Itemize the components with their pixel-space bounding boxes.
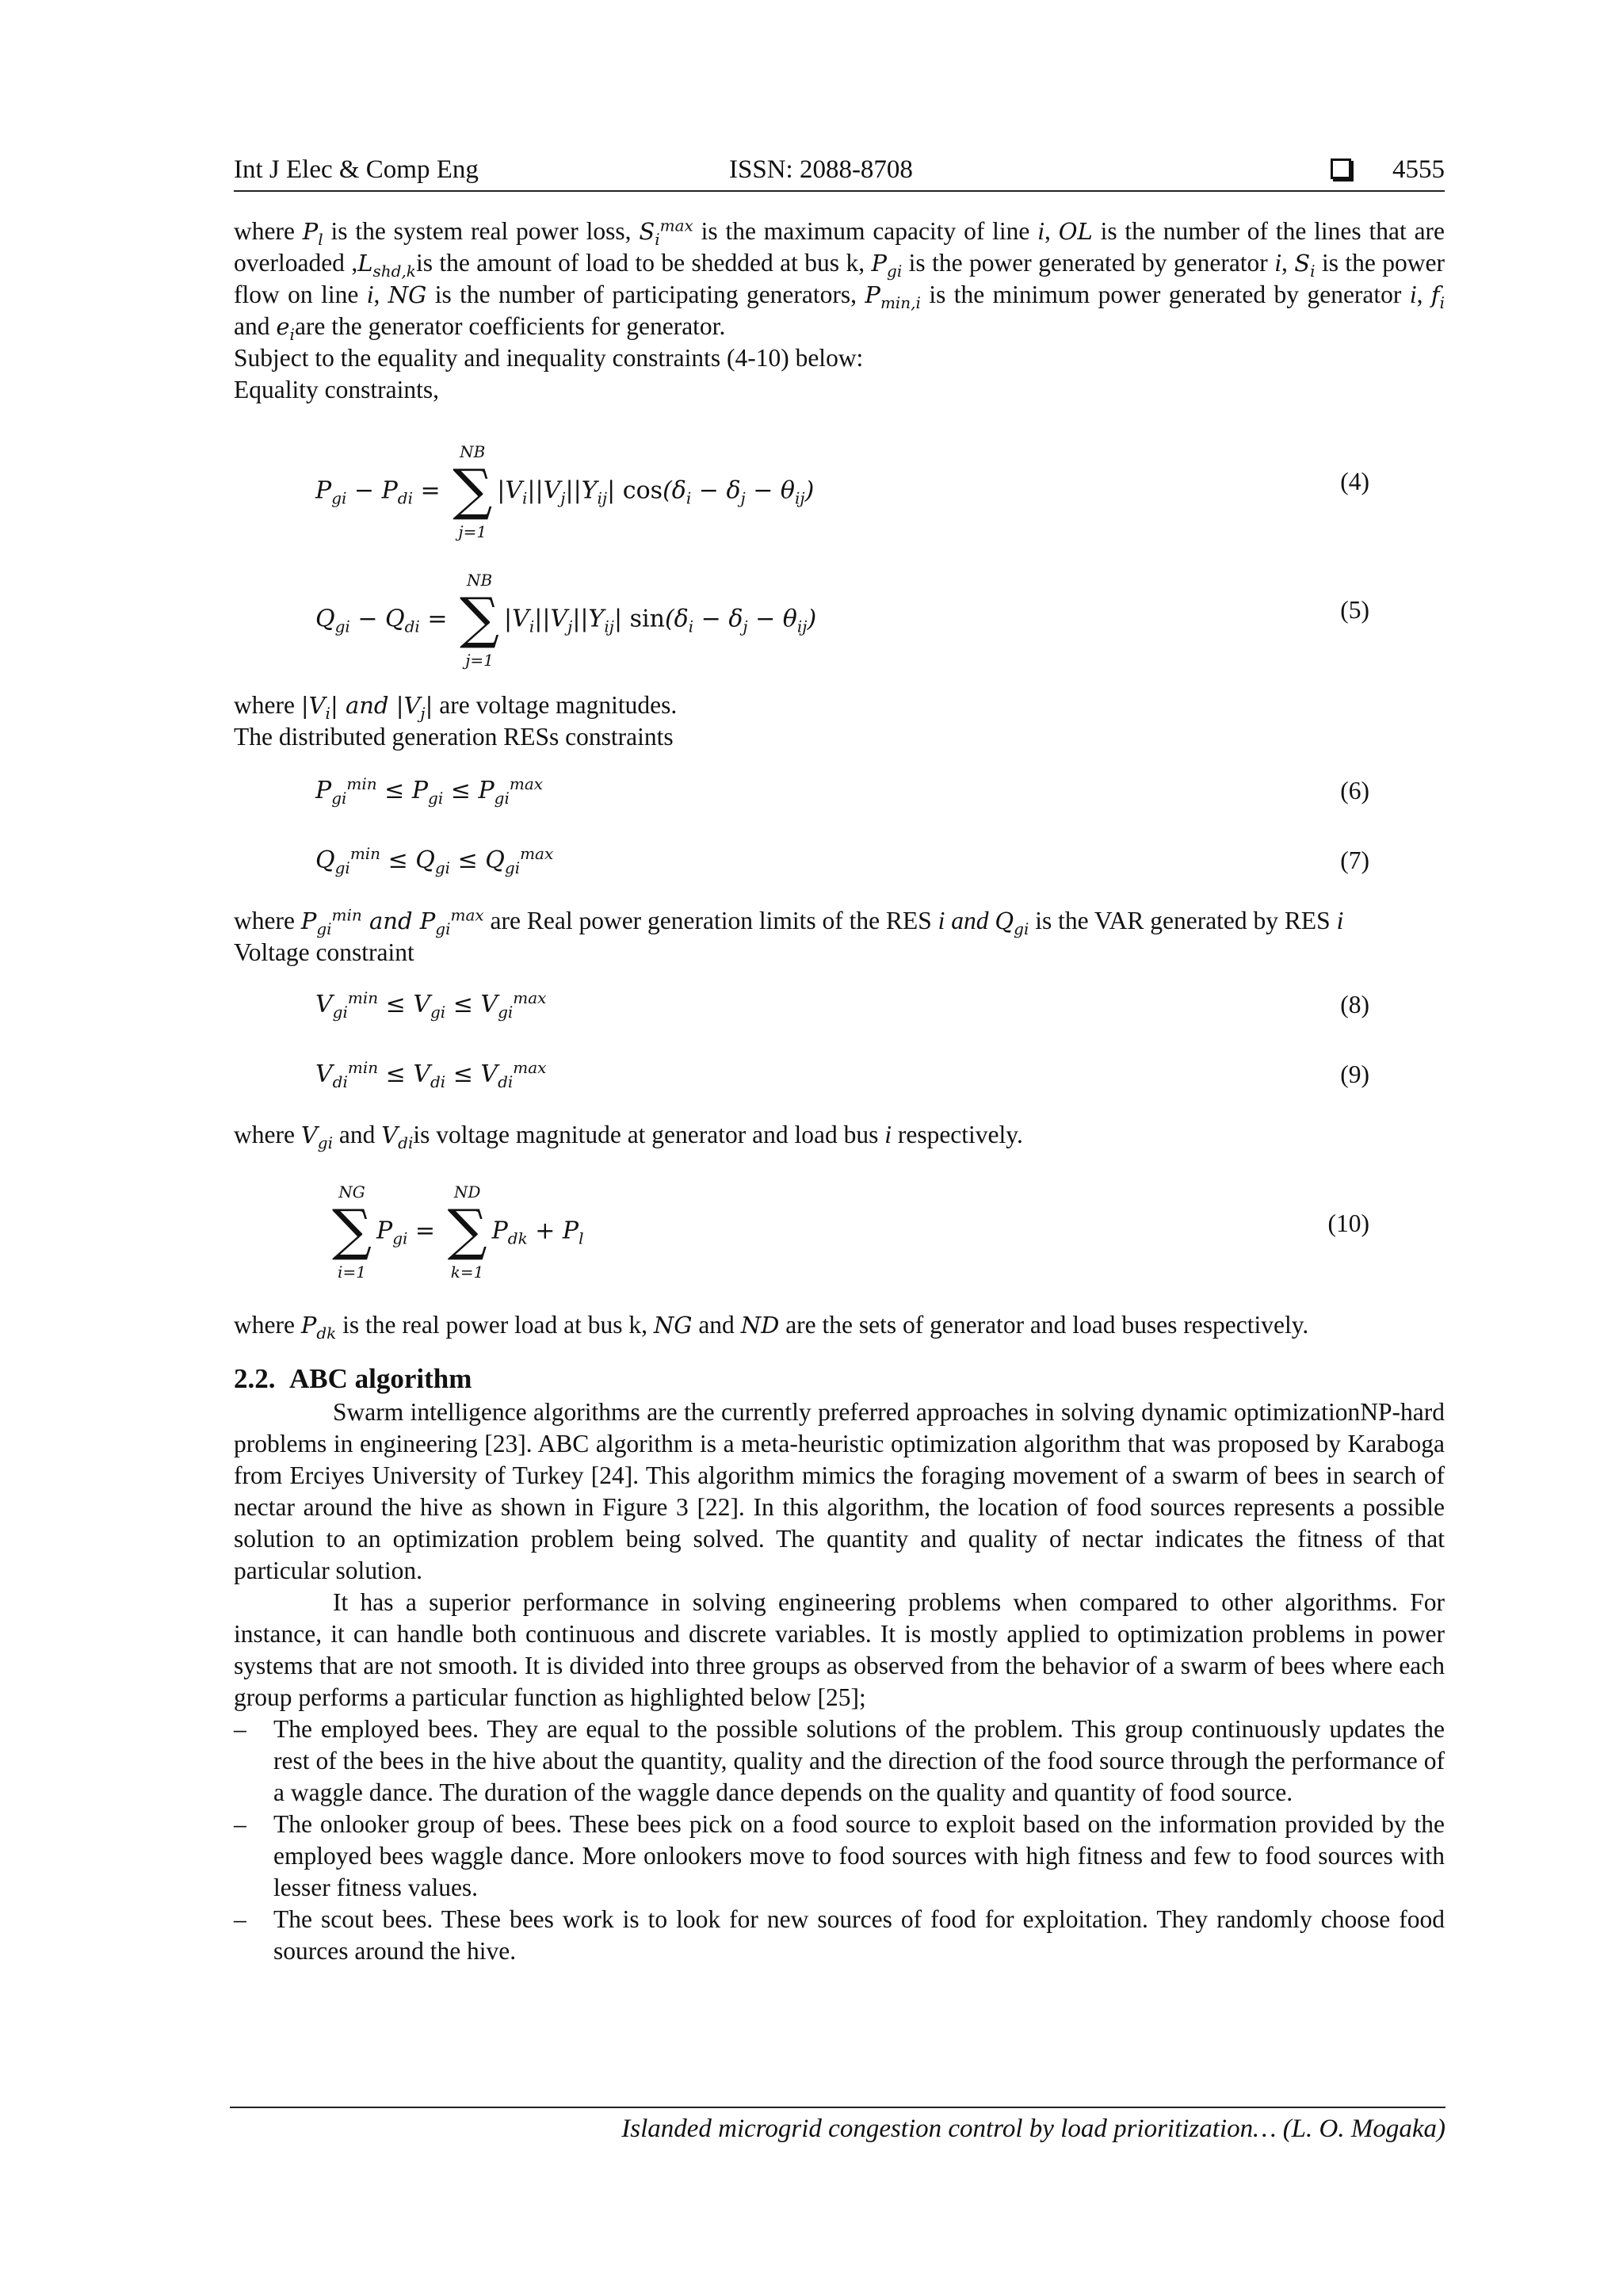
equation-9: $V_{di}^{min} \le V_{di} \le V_{di}^{max}$ (9) <box>315 1058 1369 1091</box>
list-item: – The employed bees. They are equal to the possible solutions of the problem. This group continuously updates the rest of the bees in the hive about the quantity, quality and the direction of the food source through the performance of a waggle dance. The duration of the waggle dance depends on the quality and quantity of food source. <box>234 1713 1445 1809</box>
checkbox-square-icon <box>1331 159 1351 179</box>
voltage-constraint-label: Voltage constraint <box>234 938 414 966</box>
equation-number: (10) <box>1327 1209 1369 1237</box>
page-body <box>234 216 1445 1967</box>
voltage-magnitude-note: where $|V_i|$ and $|V_j|$ are voltage magnitudes. <box>234 691 678 723</box>
subject-line: Subject to the equality and inequality constraints (4-10) below: <box>234 344 864 372</box>
equation-7: $Q_{gi}^{min} \le Q_{gi} \le Q_{gi}^{max}$ (7) <box>315 844 1369 877</box>
journal-name: Int J Elec & Comp Eng <box>234 155 479 184</box>
page-number: 4555 <box>1392 155 1445 184</box>
page-footer: Islanded microgrid congestion control by load prioritization… (L. O. Mogaka) <box>230 2107 1445 2144</box>
list-item: – The scout bees. These bees work is to look for new sources of food for exploitation. They randomly choose food sources around the hive. <box>234 1904 1445 1967</box>
load-buses-note: where $P_{dk}$ is the real power load at bus k, NG and ND are the sets of generator and load buses respectively. <box>234 1311 1309 1343</box>
equality-label: Equality constraints, <box>234 376 439 403</box>
abc-paragraph-2: It has a superior performance in solving engineering problems when compared to other algorithms. For instance, it can handle both continuous and discrete variables. It is mostly applied to optimization problems in power systems that are not smooth. It is divided into three groups as observed from the behavior of a swarm of bees where each group performs a particular function as highlighted below [25]; <box>234 1588 1445 1711</box>
abc-paragraph-1: Swarm intelligence algorithms are the currently preferred approaches in solving dynamic optimizationNP-hard problems in engineering [23]. ABC algorithm is a meta-heuristic optimization algorithm that was proposed by Karaboga from Erciyes University of Turkey [24]. This algorithm mimics the foraging movement of a swarm of bees in search of nectar around the hive as shown in Figure 3 [22]. In this algorithm, the location of food sources represents a possible solution to an optimization problem being solved. The quantity and quality of nectar indicates the fitness of that particular solution. <box>234 1398 1445 1584</box>
equation-number: (9) <box>1340 1060 1369 1088</box>
res-limits-note: where $P_{gi}^{min}$ and $P_{gi}^{max}$ are Real power generation limits of the RES i and $Q_{gi}$ is the VAR generated by RES i <box>234 905 1344 938</box>
equation-5: $Q_{gi} - Q_{di}$ = NB ∑ j=1 $|V_i||V_j||Y_{ij}|$ $\sin(\delta_i - \delta_j - \theta_{ij})$ (5) <box>315 571 1369 670</box>
equation-number: (5) <box>1340 596 1369 624</box>
equation-10: NG ∑ i=1 $P_{gi}$ = ND ∑ k=1 $P_{dk} + P_l$ (10) <box>332 1182 1369 1282</box>
page-header <box>234 155 1445 192</box>
issn: ISSN: 2088-8708 <box>729 155 913 184</box>
page-number-block <box>1331 155 1445 185</box>
section-heading: 2.2. ABC algorithm <box>234 1363 472 1394</box>
voltage-bus-note: where $V_{gi}$ and $V_{di}is$ voltage magnitude at generator and load bus i respectively. <box>234 1121 1023 1152</box>
res-constraints-label: The distributed generation RESs constraints <box>234 723 674 751</box>
equation-8: $V_{gi}^{min} \le V_{gi} \le V_{gi}^{max}$ (8) <box>315 988 1369 1022</box>
variable-definitions: where $P_l$ is the system real power loss, $S_i^{max}$ is the maximum capacity of line i, OL is the number of the lines that are overloaded $,L_{shd,k}is$ the amount of load to be shedded at bus k, $P_{gi}$ is the power generated by generator i, $S_i$ is the power flow on line i, NG is the number of participating generators, $P_{min,i}$ is the minimum power generated by generator i, $f_i$ and $e_iare$ the generator coefficients for generator. <box>234 216 1445 344</box>
bee-groups-list <box>234 1713 1445 1967</box>
list-item: – The onlooker group of bees. These bees pick on a food source to exploit based on the information provided by the employed bees waggle dance. More onlookers move to food sources with high fitness and few to food sources with lesser fitness values. <box>234 1809 1445 1904</box>
equation-number: (6) <box>1340 777 1369 804</box>
equation-number: (7) <box>1340 846 1369 874</box>
equation-4: $P_{gi} - P_{di}$ = NB ∑ j=1 $|V_i||V_j||Y_{ij}|$ $\cos(\delta_i - \delta_j - \theta_{ij})$ (4) <box>315 442 1369 541</box>
equation-6: $P_{gi}^{min} \le P_{gi} \le P_{gi}^{max}$ (6) <box>315 774 1369 808</box>
equation-number: (4) <box>1340 468 1369 495</box>
equation-number: (8) <box>1340 991 1369 1018</box>
